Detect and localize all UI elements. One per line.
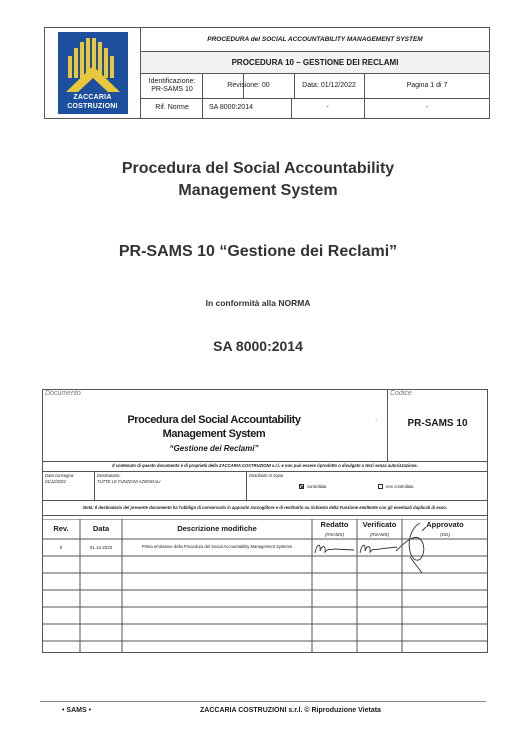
redatto-signature xyxy=(312,539,357,559)
main-title-line-2: Management System xyxy=(178,182,338,199)
uncontrolled-label: non controllata xyxy=(386,484,414,489)
controlled-label: controllata xyxy=(307,484,327,489)
logo-text-2: COSTRUZIONI xyxy=(67,103,118,110)
doc-subtitle: “Gestione dei Reclami” xyxy=(169,444,259,453)
identification-cell xyxy=(141,74,203,98)
recipients: TUTTE LE FUNZIONI AZIENDALI xyxy=(97,479,161,484)
recipient-note: Nota: Il destinatario del presente documento ha l'obbligo di conservarlo in apposito raccoglitore e di restituirlo su richiesta della Funzione emittente con gli eventuali duplicati di esso. xyxy=(83,504,447,510)
property-note: Il contenuto di questo documento è di proprietà della ZACCARIA COSTRUZIONI s.r.l. e non può essere riprodotto o divulgato a terzi senza autorizzazione. xyxy=(112,463,418,469)
issue-date: Data: 01/12/2022 xyxy=(302,81,356,89)
doc-title xyxy=(94,413,334,441)
col-approvato-sub: (DG) xyxy=(440,532,450,538)
distributed-label: Distribuito in copia xyxy=(249,473,284,478)
logo-text-1: ZACCARIA xyxy=(73,94,112,101)
system-title: PROCEDURA del SOCIAL ACCOUNTABILITY MANAGEMENT SYSTEM xyxy=(207,35,423,43)
col-descr: Descrizione modifiche xyxy=(177,523,257,533)
row-descr: Prima emissione della Procedura del Social Accountability Management Systems xyxy=(141,544,293,550)
revision: Revisione: 00 xyxy=(227,81,270,89)
col-approvato: Approvato xyxy=(426,519,464,529)
col-redatto-sub: (RSAMS) xyxy=(325,532,344,538)
row-data: 01.12.2022 xyxy=(89,544,113,550)
ident-label: Identificazione: xyxy=(148,77,196,85)
delivery-date-label: Data consegna: xyxy=(45,473,75,478)
company-logo xyxy=(45,28,141,118)
col-data: Data xyxy=(92,523,110,533)
rif-dash-2: - xyxy=(425,104,429,112)
uncontrolled-checkbox[interactable] xyxy=(378,484,383,489)
rif-label: Rif. Norme xyxy=(155,104,189,112)
procedure-subtitle: PR-SAMS 10 “Gestione dei Reclami” xyxy=(118,243,398,260)
rif-dash-1: - xyxy=(326,104,329,112)
approvato-signature xyxy=(392,521,442,577)
col-redatto: Redatto xyxy=(320,519,349,529)
recipients-label: Destinatario: xyxy=(97,473,121,478)
footer-left: • SAMS • xyxy=(62,707,92,714)
footer-right: ZACCARIA COSTRUZIONI s.r.l. © Riproduzione Vietata xyxy=(200,707,381,714)
conformity-text: In conformità alla NORMA xyxy=(205,298,311,308)
page-number: Pagina 1 di 7 xyxy=(406,81,448,89)
col-verificato: Verificato xyxy=(362,519,397,529)
main-title xyxy=(0,158,516,202)
delivery-date: 01/12/2022 xyxy=(45,479,66,484)
doc-code: PR-SAMS 10 xyxy=(407,418,468,429)
rif-value: SA 8000:2014 xyxy=(209,104,253,112)
col-rev: Rev. xyxy=(53,523,69,533)
revision-table xyxy=(42,519,488,652)
main-title-line-1: Procedura del Social Accountability xyxy=(121,160,395,177)
ident-value: PR-SAMS 10 xyxy=(151,86,193,93)
procedure-title: PROCEDURA 10 – GESTIONE DEI RECLAMI xyxy=(141,52,489,73)
doc-title-line-2: Management System xyxy=(162,428,266,440)
codice-label: Codice xyxy=(390,390,412,397)
col-verificato-sub: (RSAMS) xyxy=(370,532,389,538)
row-rev: 0 xyxy=(59,544,63,550)
controlled-checkbox[interactable] xyxy=(299,484,304,489)
documento-label: Documento xyxy=(45,390,81,397)
doc-title-line-1: Procedura del Social Accountability xyxy=(127,414,301,426)
norma-code: SA 8000:2014 xyxy=(213,338,303,354)
